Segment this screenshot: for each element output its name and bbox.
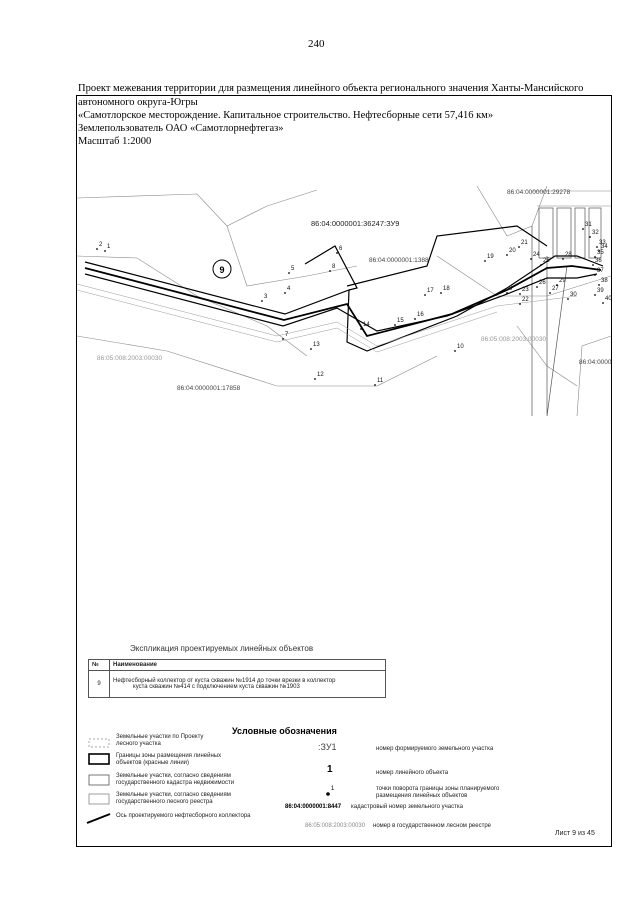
turn-point-dot	[414, 318, 416, 320]
legend-symbol-forest-register: 86:05:008:2003:00030	[305, 823, 366, 829]
turn-point-dot	[594, 274, 596, 276]
turn-point-dot	[594, 294, 596, 296]
turn-point-dot	[282, 338, 284, 340]
turn-point-label: 21	[521, 240, 528, 246]
cadastre-bottom: 86:04:0000001:17858	[177, 385, 241, 392]
turn-point-dot	[540, 264, 542, 266]
turn-point-label: 10	[457, 344, 464, 350]
header-line-3: «Самотлорское месторождение. Капитальное строительство. Нефтесборные сети 57,416 км»	[78, 110, 494, 121]
legend-swatch-cadastre	[88, 774, 110, 786]
turn-point-label: 35	[597, 250, 604, 256]
turn-point-dot	[592, 264, 594, 266]
legend-swatch-project-parcel	[88, 738, 110, 748]
cadastre-right: 86:04:0000	[579, 359, 612, 366]
turn-point-label: 25	[543, 258, 550, 264]
turn-point-dot	[454, 350, 456, 352]
legend-cadastre: Земельные участки, согласно сведениям государственного кадастра недвижимости	[116, 773, 235, 786]
legend-text-turn-point: точки поворота границы зоны планируемого размещения линейных объектов	[376, 786, 500, 799]
legend-swatch-axis	[86, 811, 112, 825]
header-line-1: Проект межевания территории для размещения линейного объекта регионального значения Ханты-Мансийского	[78, 83, 584, 94]
turn-point-dot	[394, 324, 396, 326]
turn-point-label: 27	[552, 286, 559, 292]
turn-point-label: 6	[339, 246, 343, 252]
turn-point-dot	[519, 303, 521, 305]
cadastre-center: 86:04:0000001:1388	[369, 257, 429, 264]
legend-symbol-parcel: :ЗУ1	[318, 742, 337, 752]
turn-point-dot	[424, 294, 426, 296]
turn-point-label: 34	[601, 244, 608, 250]
turn-point-dot	[506, 292, 508, 294]
turn-point-dot	[530, 258, 532, 260]
turn-point-label: 8	[332, 264, 336, 270]
turn-point-label: 30	[570, 292, 577, 298]
turn-point-dot	[589, 236, 591, 238]
turn-point-label: 18	[443, 286, 450, 292]
legend-red-lines: Границы зоны размещения линейных объектов (красные линии)	[116, 753, 222, 766]
turn-point-label: 33	[599, 240, 606, 246]
turn-point-label: 7	[285, 332, 289, 338]
turn-point-dot	[336, 252, 338, 254]
turn-point-dot	[374, 384, 376, 386]
turn-point-dot	[360, 328, 362, 330]
cadastre-top-right: 86:04:0000001:29278	[507, 189, 571, 196]
turn-point-label: 5	[291, 266, 295, 272]
legend-symbol-object: 1	[327, 764, 333, 775]
turn-point-label: 2	[99, 242, 103, 248]
turn-point-label: 14	[363, 322, 370, 328]
expl-col-name: Наименование	[110, 660, 386, 671]
turn-point-label: 9	[509, 286, 513, 292]
turn-point-dot	[596, 246, 598, 248]
turn-point-dot	[506, 254, 508, 256]
header-line-4: Землепользователь ОАО «Самотлорнефтегаз»	[78, 123, 284, 134]
turn-point-dot	[314, 378, 316, 380]
expl-row-name	[110, 671, 386, 698]
object-number-marker	[213, 260, 231, 278]
turn-point-label: 29	[559, 278, 566, 284]
turn-point-label: 38	[601, 278, 608, 284]
turn-point-label: 28	[565, 252, 572, 258]
turn-point-dot	[440, 292, 442, 294]
turn-point-dot	[582, 228, 584, 230]
forest-register-right: 86:05:008:2003:00030	[481, 336, 547, 343]
turn-point-dot	[310, 348, 312, 350]
turn-point-dot	[598, 284, 600, 286]
object-number: 9	[219, 265, 225, 275]
turn-point-label: 11	[377, 378, 384, 384]
turn-point-dot	[284, 292, 286, 294]
turn-point-label: 17	[427, 288, 434, 294]
turn-point-label: 40	[605, 296, 612, 302]
turn-point-dot	[602, 302, 604, 304]
turn-point-label: 22	[522, 297, 529, 303]
turn-point-label: 15	[397, 318, 404, 324]
survey-map	[77, 186, 611, 416]
legend-swatch-red-lines	[88, 753, 110, 765]
turn-point-label: 23	[522, 287, 529, 293]
turn-point-label: 32	[592, 230, 599, 236]
expl-row-name-line1: Нефтесборный коллектор от куста скважин №1914 до точки врезки в коллектор	[113, 678, 336, 684]
turn-point-dot	[288, 272, 290, 274]
page-number: 240	[308, 38, 325, 50]
header-line-2: автономного округа-Югры	[78, 97, 198, 108]
legend-text-cadastre: кадастровый номер земельного участка	[351, 804, 463, 810]
header-line-5: Масштаб 1:2000	[78, 136, 152, 147]
turn-point-dot	[562, 258, 564, 260]
turn-point-label: 4	[287, 286, 291, 292]
parcel-label: 86:04:0000001:36247:ЗУ9	[311, 219, 400, 228]
legend-text-object: номер линейного объекта	[376, 770, 449, 776]
legend-text-parcel: номер формируемого земельного участка	[376, 746, 494, 752]
turn-point-dot	[484, 260, 486, 262]
legend-symbol-cadastre: 86:04:0000001:8447	[285, 804, 342, 810]
expl-row-name-line2: куста скважин №414 с подключением куста скважин №1903	[133, 684, 300, 690]
turn-point-dot	[96, 248, 98, 250]
turn-point-label: 20	[509, 248, 516, 254]
expl-row-num: 9	[89, 671, 110, 698]
turn-point-dot	[567, 298, 569, 300]
legend-text-forest-register: номер в государственном лесном реестре	[373, 823, 492, 829]
turn-point-label: 16	[417, 312, 424, 318]
turn-point-label: 19	[487, 254, 494, 260]
turn-point-dot	[329, 270, 331, 272]
expl-col-num: №	[89, 660, 110, 671]
turn-point-label: 39	[597, 288, 604, 294]
turn-point-dot	[556, 284, 558, 286]
turn-point-label: 31	[585, 222, 592, 228]
turn-point-label: 12	[317, 372, 324, 378]
explication-title: Экспликация проектируемых линейных объектов	[130, 644, 314, 653]
turn-point-label: 36	[595, 258, 602, 264]
legend-swatch-forest	[88, 793, 110, 805]
turn-point-dot	[104, 250, 106, 252]
turn-point-dot	[519, 293, 521, 295]
turn-point-label: 1	[107, 244, 111, 250]
turn-point-label: 26	[539, 280, 546, 286]
svg-text:1: 1	[331, 786, 335, 792]
turn-point-label: 24	[533, 252, 540, 258]
legend-title: Условные обозначения	[232, 726, 337, 736]
sheet-number: Лист 9 из 45	[555, 830, 595, 837]
forest-register-left: 86:05:008:2003:00030	[97, 355, 163, 362]
turn-point-label: 13	[313, 342, 320, 348]
turn-point-label: 37	[597, 268, 604, 274]
turn-point-dot	[536, 286, 538, 288]
explication-table	[88, 659, 386, 698]
turn-point-dot	[549, 292, 551, 294]
legend-symbol-turn-point	[320, 783, 340, 799]
turn-point-dot	[261, 300, 263, 302]
turn-point-label: 3	[264, 294, 268, 300]
legend-axis: Ось проектируемого нефтесборного коллектора	[116, 813, 251, 819]
legend-forest: Земельные участки, согласно сведениям государственного лесного реестра	[116, 792, 231, 805]
legend-project-parcel: Земельные участки по Проекту лесного участка	[116, 734, 204, 747]
turn-point-dot	[518, 246, 520, 248]
